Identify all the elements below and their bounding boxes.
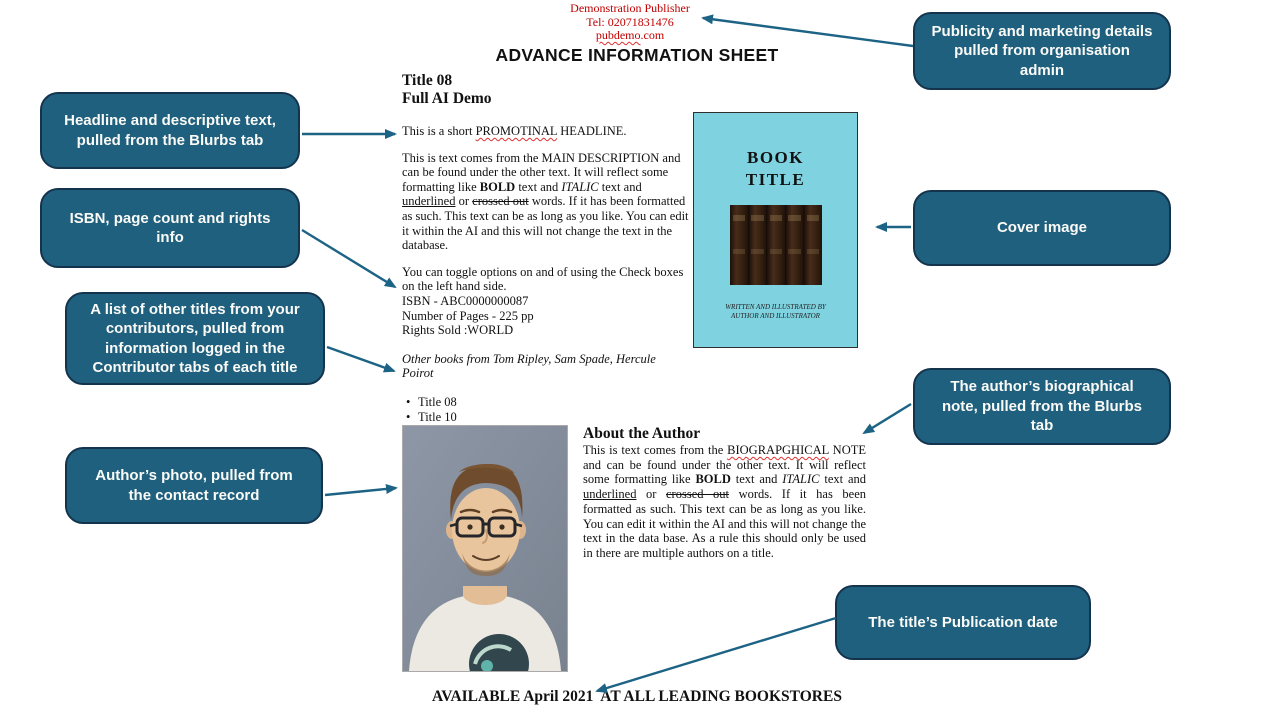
book-subtitle-text: Full AI Demo xyxy=(402,90,492,107)
publisher-website: pubdemo.com xyxy=(595,28,665,42)
toggle-note: You can toggle options on and of using the Check boxes on the left hand side. xyxy=(402,264,684,294)
arrow-isbn xyxy=(302,230,395,287)
publisher-contact-block xyxy=(430,2,830,43)
callout-author-photo: Author’s photo, pulled from the contact record xyxy=(65,447,323,524)
about-author-section xyxy=(583,424,866,561)
book-title-text: Title 08 xyxy=(402,72,453,89)
author-bio: This is text comes from the BIOGRAPGHICAL NOTE and can be found under the other text. It will reflect some formatting like BOLD text and ITALIC text and underlined or crossed out words. If it has been formatted as such. This text can be as long as you like. You can edit it within the AI and this will not change the text in the data base. As a rule this should only be used in there are multiple authors on a title. xyxy=(583,443,866,560)
list-item: • Title 10 xyxy=(406,410,690,425)
isbn-line: ISBN - ABC0000000087 xyxy=(402,293,529,308)
publisher-name: Demonstration Publisher xyxy=(570,1,690,15)
rights-line: Rights Sold :WORLD xyxy=(402,323,514,338)
callout-headline-blurbs: Headline and descriptive text, pulled from the Blurbs tab xyxy=(40,92,300,169)
other-books-intro: Other books from Tom Ripley, Sam Spade, Hercule Poirot xyxy=(402,351,656,381)
arrow-bio-note xyxy=(864,404,911,433)
publisher-tel: Tel: 02071831476 xyxy=(586,14,674,29)
book-cover-image xyxy=(693,112,858,348)
callout-biographical-note: The author’s biographical note, pulled from the Blurbs tab xyxy=(913,368,1171,445)
arrow-other-titles xyxy=(327,347,394,371)
author-photo xyxy=(402,425,568,672)
page-count-line: Number of Pages - 225 pp xyxy=(402,308,534,323)
list-item: • Title 08 xyxy=(406,395,690,410)
about-author-heading: About the Author xyxy=(583,425,701,442)
main-description: This is text comes from the MAIN DESCRIPTION and can be found under the other text. It will reflect some formatting like BOLD text and ITALIC text and underlined or crossed out words. If it has been formatted as such. This text can be as long as you like. You can edit it within the AI and this will not change the text in the database. xyxy=(402,150,689,253)
availability-line: AVAILABLE April 2021 AT ALL LEADING BOOKSTORES xyxy=(432,688,842,705)
toggle-note-and-isbn-block xyxy=(402,265,690,338)
cover-title: BOOK TITLE xyxy=(745,148,806,189)
cover-artwork-book-spines xyxy=(730,205,822,285)
main-text-column xyxy=(402,72,690,439)
promo-headline: This is a short PROMOTINAL HEADLINE. xyxy=(402,124,627,138)
author-portrait-illustration xyxy=(403,426,567,671)
callout-publicity-marketing: Publicity and marketing details pulled from organisation admin xyxy=(913,12,1171,90)
callout-publication-date: The title’s Publication date xyxy=(835,585,1091,660)
arrow-pub-date xyxy=(597,618,836,691)
callout-isbn-rights: ISBN, page count and rights info xyxy=(40,188,300,268)
callout-other-titles: A list of other titles from your contributors, pulled from information logged in the Contributor tabs of each title xyxy=(65,292,325,385)
callout-cover-image: Cover image xyxy=(913,190,1171,266)
cover-credits: WRITTEN AND ILLUSTRATED BY AUTHOR AND ILLUSTRATOR xyxy=(725,303,826,320)
sheet-heading: ADVANCE INFORMATION SHEET xyxy=(495,45,779,65)
arrow-author-photo xyxy=(325,488,396,495)
